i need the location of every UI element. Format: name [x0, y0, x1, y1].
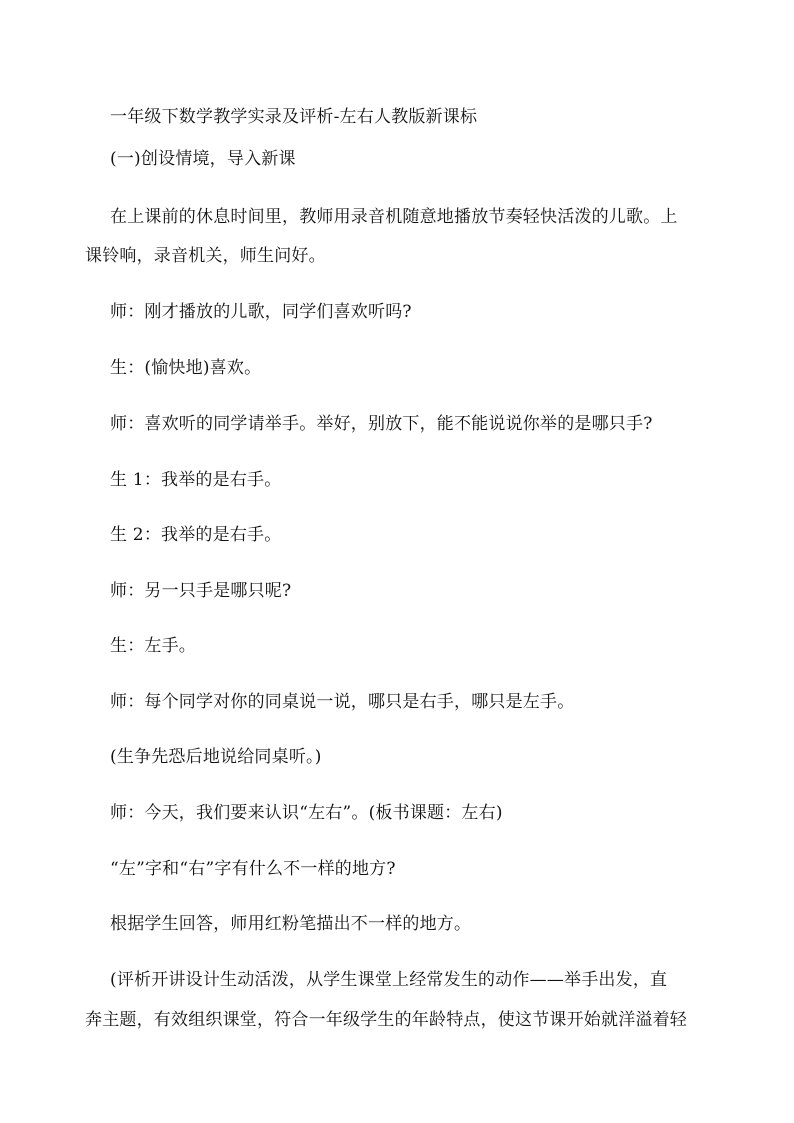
paragraph-left-hand: 生：左手。	[110, 636, 196, 656]
paragraph-1-line-1: 在上课前的休息时间里，教师用录音机随意地播放节奏轻快活泼的儿歌。上	[110, 207, 678, 227]
paragraph-commentary-line-2: 奔主题，有效组织课堂，符合一年级学生的年龄特点，使这节课开始就洋溢着轻	[85, 1010, 687, 1030]
paragraph-raise-hand: 师：喜欢听的同学请举手。举好，别放下，能不能说说你举的是哪只手?	[110, 414, 653, 434]
section-heading: (一)创设情境，导入新课	[110, 149, 296, 169]
paragraph-difference-question: “左”字和“右”字有什么不一样的地方?	[110, 859, 396, 879]
paragraph-student-answer: 生：(愉快地)喜欢。	[110, 358, 262, 378]
paragraph-other-hand: 师：另一只手是哪只呢?	[110, 581, 292, 601]
paragraph-teacher-question: 师：刚才播放的儿歌，同学们喜欢听吗?	[110, 302, 412, 322]
paragraph-red-chalk: 根据学生回答，师用红粉笔描出不一样的地方。	[110, 914, 472, 934]
paragraph-students-speak: (生争先恐后地说给同桌听。)	[110, 747, 322, 767]
paragraph-student-2: 生 2：我举的是右手。	[110, 525, 282, 545]
paragraph-commentary-line-1: (评析开讲设计生动活泼，从学生课堂上经常发生的动作——举手出发，直	[110, 970, 668, 990]
paragraph-topic: 师：今天，我们要来认识“左右”。(板书课题：左右)	[110, 803, 503, 823]
paragraph-deskmate: 师：每个同学对你的同桌说一说，哪只是右手，哪只是左手。	[110, 692, 575, 712]
document-title: 一年级下数学教学实录及评析-左右人教版新课标	[110, 107, 478, 127]
paragraph-1-line-2: 课铃响，录音机关，师生问好。	[85, 246, 326, 266]
paragraph-student-1: 生 1：我举的是右手。	[110, 470, 282, 490]
